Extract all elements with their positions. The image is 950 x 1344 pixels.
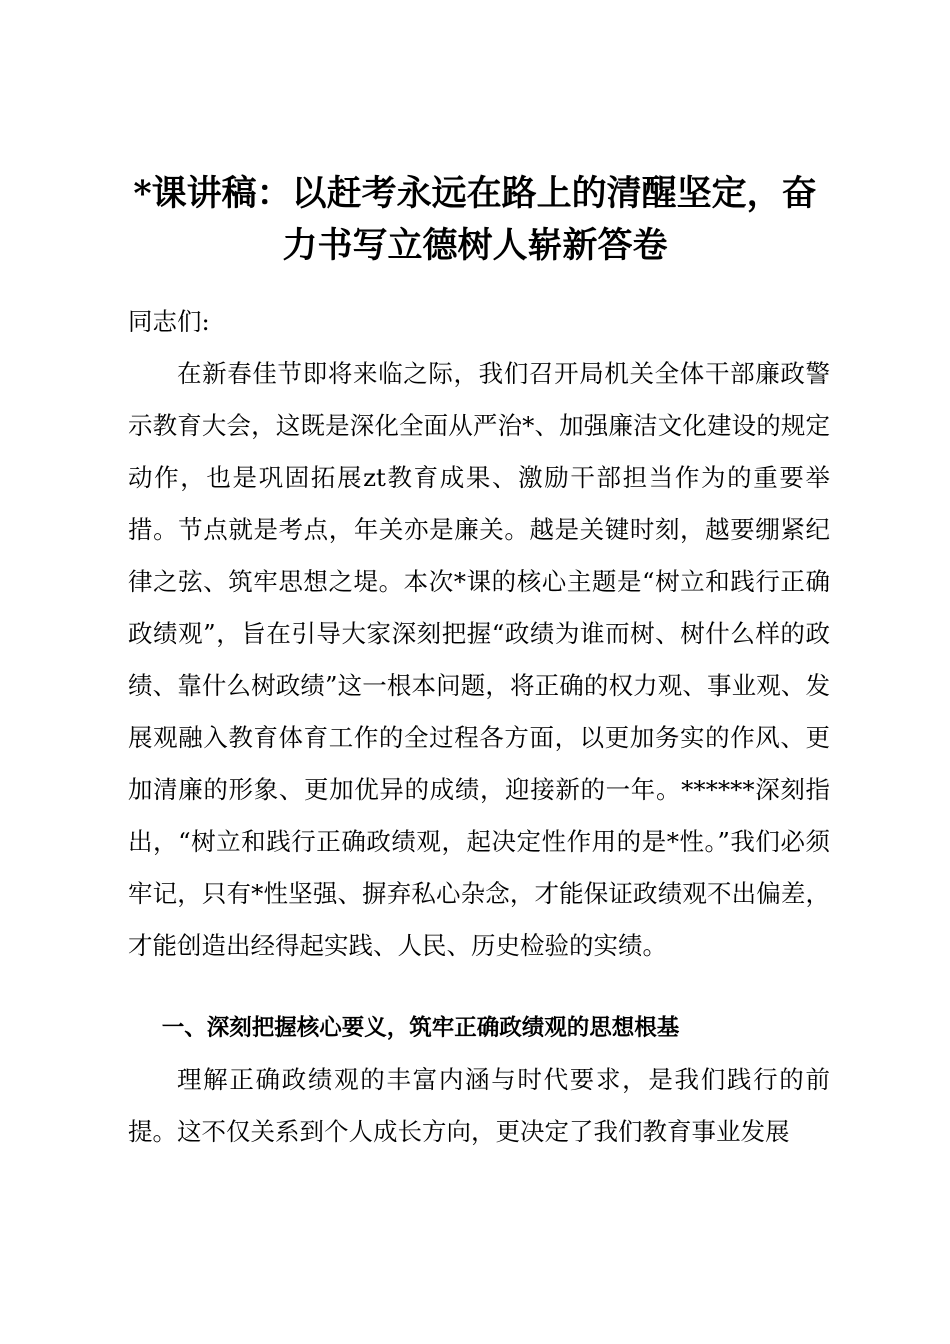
paragraph-intro: 在新春佳节即将来临之际，我们召开局机关全体干部廉政警示教育大会，这既是深化全面从严治*、加强廉洁文化建设的规定动作，也是巩固拓展zt教育成果、激励干部担当作为的重要举措。节点就是考点，年关亦是廉关。越是关键时刻，越要绷紧纪律之弦、筑牢思想之堤。本次*课的核心主题是“树立和践行正确政绩观”，旨在引导大家深刻把握“政绩为谁而树、树什么样的政绩、靠什么树政绩”这一根本问题，将正确的权力观、事业观、发展观融入教育体育工作的全过程各方面，以更加务实的作风、更加清廉的形象、更加优异的成绩，迎接新的一年。******深刻指出，“树立和践行正确政绩观，起决定性作用的是*性。”我们必须牢记，只有*性坚强、摒弃私心杂念，才能保证政绩观不出偏差，才能创造出经得起实践、人民、历史检验的实绩。 — [128, 359, 830, 960]
paragraph-section-1: 理解正确政绩观的丰富内涵与时代要求，是我们践行的前提。这不仅关系到个人成长方向，更决定了我们教育事业发展 — [128, 1065, 830, 1146]
salutation: 同志们: — [128, 307, 210, 336]
document-title: *课讲稿：以赶考永远在路上的清醒坚定，奋力书写立德树人崭新答卷 — [133, 173, 817, 266]
section-heading-1: 一、深刻把握核心要义，筑牢正确政绩观的思想根基 — [161, 1015, 680, 1041]
